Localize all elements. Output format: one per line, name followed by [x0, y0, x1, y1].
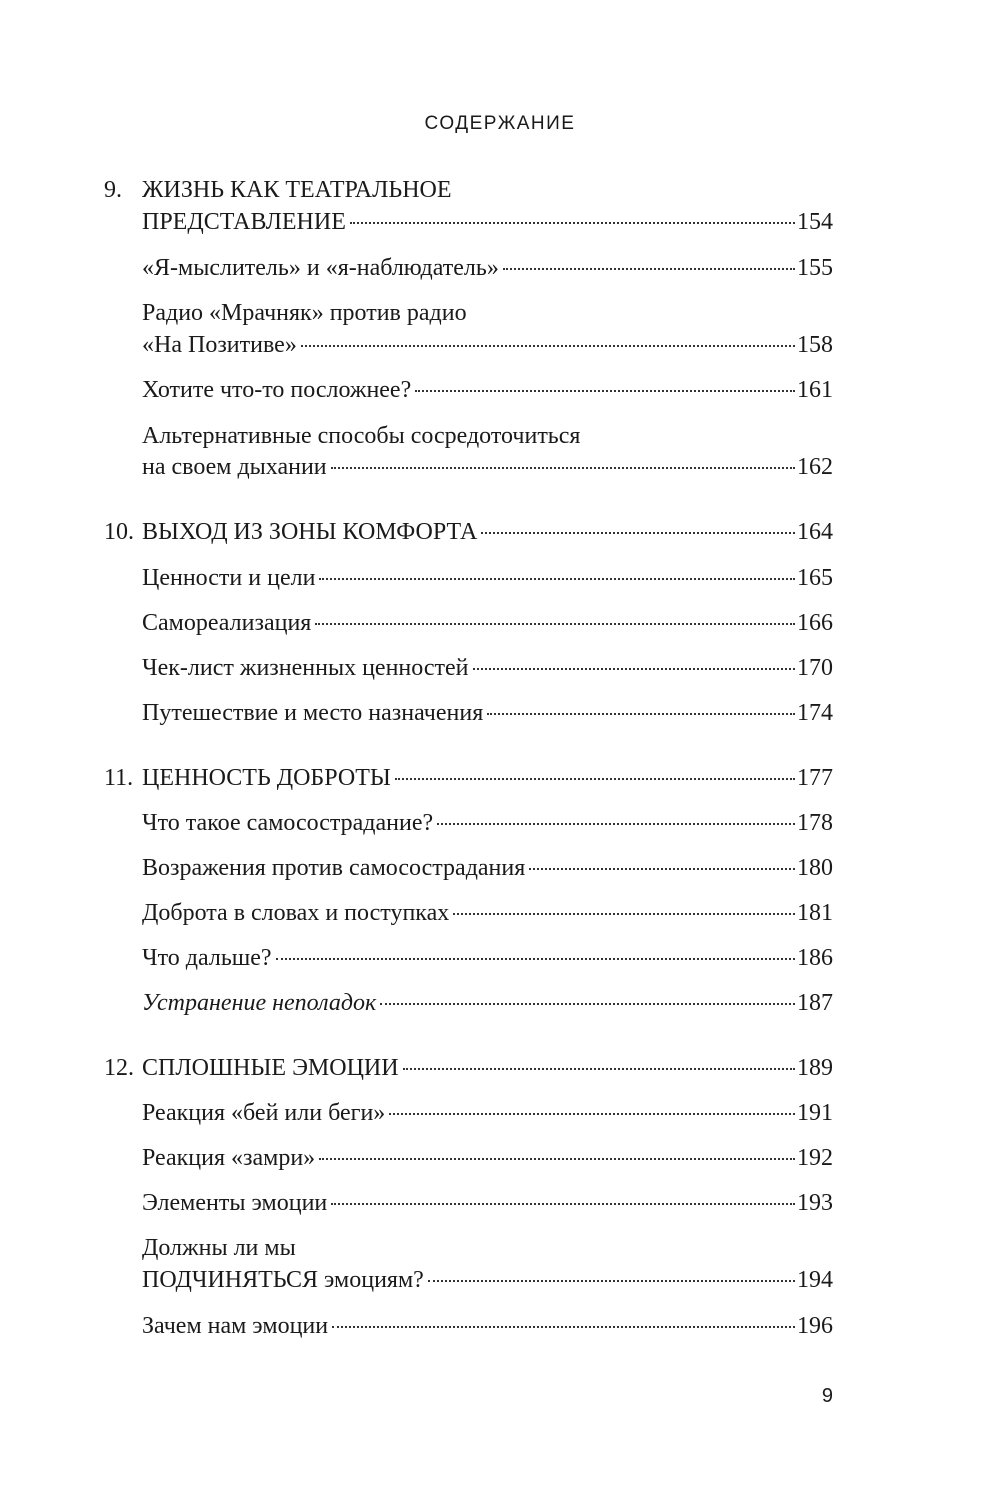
page-number: 178	[797, 810, 833, 836]
toc-chapter-9-line2[interactable]	[142, 207, 833, 237]
page-number: 165	[797, 565, 833, 591]
dot-leader	[503, 267, 795, 270]
toc-entry-line1[interactable]	[142, 298, 833, 328]
page-number: 189	[797, 1055, 833, 1081]
toc-entry[interactable]	[142, 653, 833, 683]
toc-entry[interactable]	[142, 1188, 833, 1218]
page-number: 162	[797, 454, 833, 480]
entry-title: Путешествие и место назначения	[142, 700, 484, 726]
toc-entry[interactable]	[142, 898, 833, 928]
toc-entry[interactable]	[142, 1143, 833, 1173]
toc-chapter-11[interactable]	[104, 763, 833, 793]
toc-entry[interactable]	[142, 330, 833, 360]
entry-title: Что дальше?	[142, 945, 272, 971]
entry-title: Устранение неполадок	[142, 990, 377, 1016]
entry-title: Самореализация	[142, 610, 312, 636]
chapter-title: ЦЕННОСТЬ ДОБРОТЫ	[142, 765, 391, 791]
page-number: 177	[797, 765, 833, 791]
dot-leader	[332, 1325, 795, 1328]
page-number: 174	[797, 700, 833, 726]
dot-leader	[473, 667, 796, 670]
toc-entry[interactable]	[142, 853, 833, 883]
chapter-title: ВЫХОД ИЗ ЗОНЫ КОМФОРТА	[142, 519, 478, 545]
page-number: 196	[797, 1313, 833, 1339]
entry-title: Что такое самосострадание?	[142, 810, 434, 836]
entry-title: Хотите что-то посложнее?	[142, 377, 412, 403]
dot-leader	[331, 466, 795, 469]
dot-leader	[453, 912, 795, 915]
entry-title: «Я-мыслитель» и «я-наблюдатель»	[142, 255, 499, 281]
entry-title: Зачем нам эмоции	[142, 1313, 329, 1339]
toc-chapter-12[interactable]	[104, 1053, 833, 1083]
page-number: 193	[797, 1190, 833, 1216]
toc-entry[interactable]	[142, 808, 833, 838]
page-number: 191	[797, 1100, 833, 1126]
dot-leader	[319, 577, 795, 580]
page-number: 164	[797, 519, 833, 545]
chapter-number: 9.	[104, 177, 122, 203]
page-folio: 9	[821, 1385, 833, 1407]
entry-title: Должны ли мы	[142, 1235, 296, 1261]
entry-title: Чек-лист жизненных ценностей	[142, 655, 469, 681]
toc-chapter-9-line1[interactable]	[104, 175, 833, 205]
page-number: 181	[797, 900, 833, 926]
page-number: 194	[797, 1267, 833, 1293]
page-number: 187	[797, 990, 833, 1016]
dot-leader	[380, 1002, 795, 1005]
dot-leader	[319, 1157, 795, 1160]
running-head: СОДЕРЖАНИЕ	[424, 113, 576, 134]
toc-chapter-10[interactable]	[104, 517, 833, 547]
toc-entry[interactable]	[142, 988, 833, 1018]
entry-title: Ценности и цели	[142, 565, 316, 591]
entry-title: Альтернативные способы сосредоточиться	[142, 423, 581, 449]
dot-leader	[395, 777, 795, 780]
chapter-number: 11.	[104, 765, 134, 791]
dot-leader	[331, 1202, 795, 1205]
page-number: 170	[797, 655, 833, 681]
chapter-title: СПЛОШНЫЕ ЭМОЦИИ	[142, 1055, 399, 1081]
dot-leader	[487, 712, 795, 715]
toc-entry[interactable]	[142, 253, 833, 283]
dot-leader	[415, 389, 795, 392]
dot-leader	[350, 221, 795, 224]
entry-title: Доброта в словах и поступках	[142, 900, 450, 926]
page-number: 166	[797, 610, 833, 636]
entry-title: Возражения против самосострадания	[142, 855, 526, 881]
toc-entry[interactable]	[142, 375, 833, 405]
page-number: 161	[797, 377, 833, 403]
toc-entry[interactable]	[142, 1098, 833, 1128]
toc-entry-line1[interactable]	[142, 1233, 833, 1263]
dot-leader	[529, 867, 795, 870]
dot-leader	[437, 822, 795, 825]
entry-title-cont: на своем дыхании	[142, 454, 327, 480]
page-number: 158	[797, 332, 833, 358]
dot-leader	[315, 622, 795, 625]
toc-entry[interactable]	[142, 452, 833, 482]
toc-entry-line1[interactable]	[142, 421, 833, 451]
toc-entry[interactable]	[142, 943, 833, 973]
page-number: 186	[797, 945, 833, 971]
dot-leader	[428, 1279, 795, 1282]
toc-entry[interactable]	[142, 1265, 833, 1295]
page-number: 192	[797, 1145, 833, 1171]
entry-title: Реакция «замри»	[142, 1145, 316, 1171]
entry-title: Реакция «бей или беги»	[142, 1100, 386, 1126]
page-number: 155	[797, 255, 833, 281]
chapter-title: ЖИЗНЬ КАК ТЕАТРАЛЬНОЕ	[142, 177, 452, 203]
chapter-number: 12.	[104, 1055, 134, 1081]
page-number: 180	[797, 855, 833, 881]
entry-title-cont: ПОДЧИНЯТЬСЯ эмоциям?	[142, 1267, 424, 1293]
toc-entry[interactable]	[142, 563, 833, 593]
toc-entry[interactable]	[142, 1311, 833, 1341]
dot-leader	[301, 344, 795, 347]
chapter-number: 10.	[104, 519, 134, 545]
dot-leader	[481, 531, 795, 534]
chapter-title-cont: ПРЕДСТАВЛЕНИЕ	[142, 209, 346, 235]
entry-title: Радио «Мрачняк» против радио	[142, 300, 467, 326]
entry-title: Элементы эмоции	[142, 1190, 328, 1216]
page-number: 154	[797, 209, 833, 235]
toc-entry[interactable]	[142, 698, 833, 728]
dot-leader	[389, 1112, 795, 1115]
toc-entry[interactable]	[142, 608, 833, 638]
dot-leader	[403, 1067, 795, 1070]
dot-leader	[276, 957, 795, 960]
entry-title-cont: «На Позитиве»	[142, 332, 297, 358]
